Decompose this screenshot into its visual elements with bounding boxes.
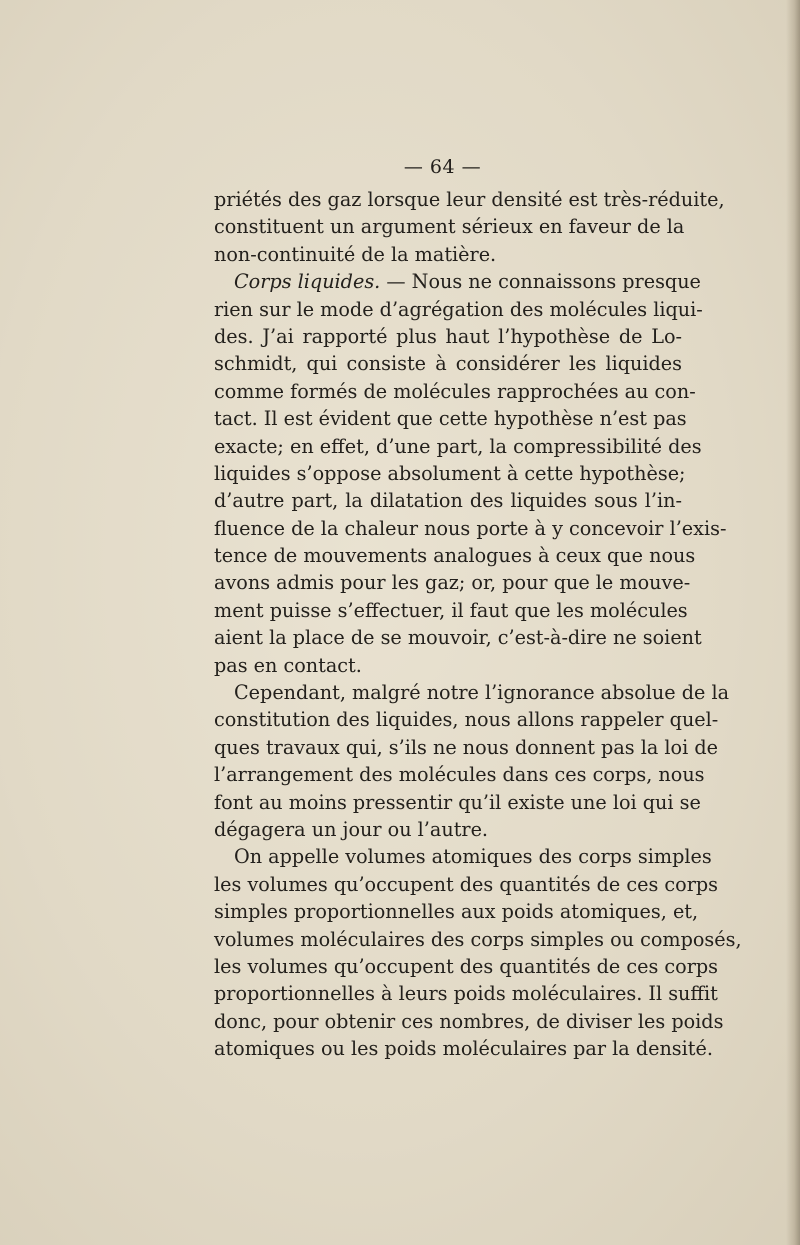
text-line-4	[214, 268, 701, 295]
text-line-21: ques travaux qui, s’ils ne nous donnent pas la loi de	[214, 735, 718, 759]
text-line-30: proportionnelles à leurs poids moléculaires. Il suffit	[214, 982, 718, 1006]
text-line-18: pas en contact.	[214, 653, 362, 677]
text-line-16: ment puisse s’effectuer, il faut que les molécules	[214, 598, 688, 622]
text-line-17: aient la place de se mouvoir, c’est-à-dire ne soient	[214, 626, 702, 650]
text-line-25: On appelle volumes atomiques des corps simples	[234, 845, 712, 869]
text-line-12: d’autre part, la dilatation des liquides sous l’in-	[214, 489, 682, 513]
text-line-11: liquides s’oppose absolument à cette hypothèse;	[214, 461, 686, 485]
body-text	[214, 186, 742, 1063]
text-line-32: atomiques ou les poids moléculaires par la densité.	[214, 1037, 713, 1061]
text-line-3: non-continuité de la matière.	[214, 242, 497, 266]
text-line-5: rien sur le mode d’agrégation des molécules liqui-	[214, 297, 703, 321]
section-heading-corps-liquides: Corps liquides.	[234, 270, 381, 294]
text-line-7: schmidt, qui consiste à considérer les liquides	[214, 352, 682, 376]
text-line-9: tact. Il est évident que cette hypothèse n’est pas	[214, 407, 687, 431]
text-line-28: volumes moléculaires des corps simples ou composés,	[214, 927, 742, 951]
text-line-20: constitution des liquides, nous allons rappeler quel-	[214, 708, 719, 732]
page-edge-shadow	[786, 0, 800, 1245]
text-line-29: les volumes qu’occupent des quantités de ces corps	[214, 954, 719, 978]
text-line-2: constituent un argument sérieux en faveur de la	[214, 215, 685, 239]
text-line-6: des. J’ai rapporté plus haut l’hypothèse de Lo-	[214, 324, 682, 348]
text-line-22: l’arrangement des molécules dans ces corps, nous	[214, 763, 705, 787]
text-line-15: avons admis pour les gaz; or, pour que le mouve-	[214, 571, 691, 595]
text-line-31: donc, pour obtenir ces nombres, de diviser les poids	[214, 1009, 724, 1033]
page-number: — 64 —	[403, 156, 482, 178]
text-line-26: les volumes qu’occupent des quantités de ces corps	[214, 872, 719, 896]
text-line-4-body: — Nous ne connaissons presque	[380, 270, 701, 294]
text-line-13: fluence de la chaleur nous porte à y concevoir l’exis-	[214, 516, 727, 540]
text-line-8: comme formés de molécules rapprochées au con-	[214, 379, 696, 403]
text-line-24: dégagera un jour ou l’autre.	[214, 817, 489, 841]
text-line-10: exacte; en effet, d’une part, la compressibilité des	[214, 434, 702, 458]
text-line-19: Cependant, malgré notre l’ignorance absolue de la	[234, 681, 730, 705]
text-line-14: tence de mouvements analogues à ceux que nous	[214, 544, 696, 568]
text-line-23: font au moins pressentir qu’il existe une loi qui se	[214, 790, 701, 814]
text-line-27: simples proportionnelles aux poids atomiques, et,	[214, 900, 699, 924]
text-line-1: priétés des gaz lorsque leur densité est très-réduite,	[214, 188, 725, 211]
